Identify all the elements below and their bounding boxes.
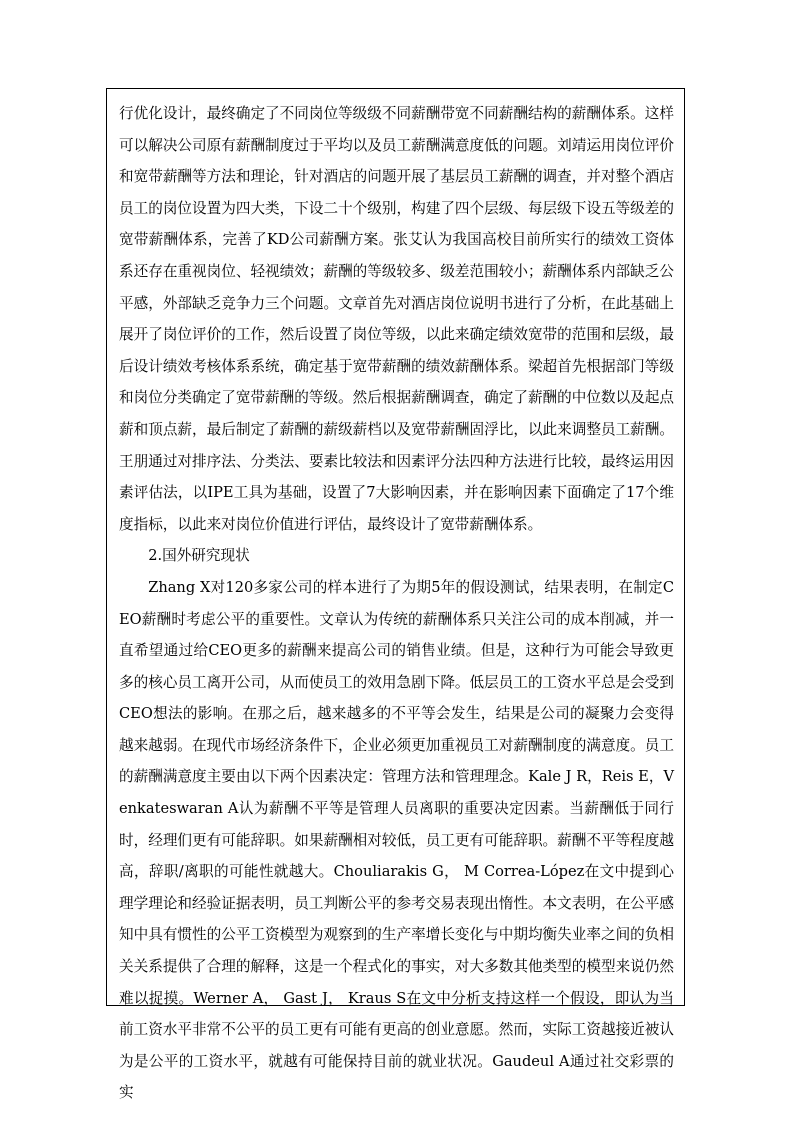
document-body [119, 98, 674, 1109]
section-heading-foreign-research: 2.国外研究现状 [148, 547, 250, 565]
paragraph-foreign-research: Zhang X对120多家公司的样本进行了为期5年的假设测试，结果表明，在制定CEO薪酬时考虑公平的重要性。文章认为传统的薪酬体系只关注公司的成本削减，并一直希望通过给CEO更多的薪酬来提高公司的销售业绩。但是，这种行为可能会导致更多的核心员工离开公司，从而使员工的效用急剧下降。低层员工的工资水平总是会受到CEO想法的影响。在那之后，越来越多的不平等会发生，结果是公司的凝聚力会变得越来越弱。在现代市场经济条件下，企业必须更加重视员工对薪酬制度的满意度。员工的薪酬满意度主要由以下两个因素决定：管理方法和管理理念。Kale J R，Reis E，Venkateswaran A认为薪酬不平等是管理人员离职的重要决定因素。当薪酬低于同行时，经理们更有可能辞职。如果薪酬相对较低，员工更有可能辞职。薪酬不平等程度越高，辞职/离职的可能性就越大。Chouliarakis G， M Correa-López在文中提到心理学理论和经验证据表明，员工判断公平的参考交易表现出惰性。本文表明，在公平感知中具有惯性的公平工资模型为观察到的生产率增长变化与中期均衡失业率之间的负相关关系提供了合理的解释，这是一个程式化的事实，对大多数其他类型的模型来说仍然难以捉摸。Werner A， Gast J， Kraus S在文中分析支持这样一个假设，即认为当前工资水平非常不公平的员工更有可能有更高的创业意愿。然而，实际工资越接近被认为是公平的工资水平，就越有可能保持目前的就业状况。Gaudeul A通过社交彩票的实 [119, 578, 674, 1102]
paragraph-domestic-research-continued: 行优化设计，最终确定了不同岗位等级级不同薪酬带宽不同薪酬结构的薪酬体系。这样可以解决公司原有薪酬制度过于平均以及员工薪酬满意度低的问题。刘靖运用岗位评价和宽带薪酬等方法和理论，针对酒店的问题开展了基层员工薪酬的调查，并对整个酒店员工的岗位设置为四大类，下设二十个级别，构建了四个层级、每层级下设五等级差的宽带薪酬体系，完善了KD公司薪酬方案。张艾认为我国高校目前所实行的绩效工资体系还存在重视岗位、轻视绩效；薪酬的等级较多、级差范围较小；薪酬体系内部缺乏公平感，外部缺乏竞争力三个问题。文章首先对酒店岗位说明书进行了分析，在此基础上展开了岗位评价的工作，然后设置了岗位等级，以此来确定绩效宽带的范围和层级，最后设计绩效考核体系系统，确定基于宽带薪酬的绩效薪酬体系。梁超首先根据部门等级和岗位分类确定了宽带薪酬的等级。然后根据薪酬调查，确定了薪酬的中位数以及起点薪和顶点薪，最后制定了薪酬的薪级薪档以及宽带薪酬固浮比，以此来调整员工薪酬。王朋通过对排序法、分类法、要素比较法和因素评分法四种方法进行比较，最终运用因素评估法，以IPE工具为基础，设置了7大影响因素，并在影响因素下面确定了17个维度指标，以此来对岗位价值进行评估，最终设计了宽带薪酬体系。 [119, 105, 674, 533]
